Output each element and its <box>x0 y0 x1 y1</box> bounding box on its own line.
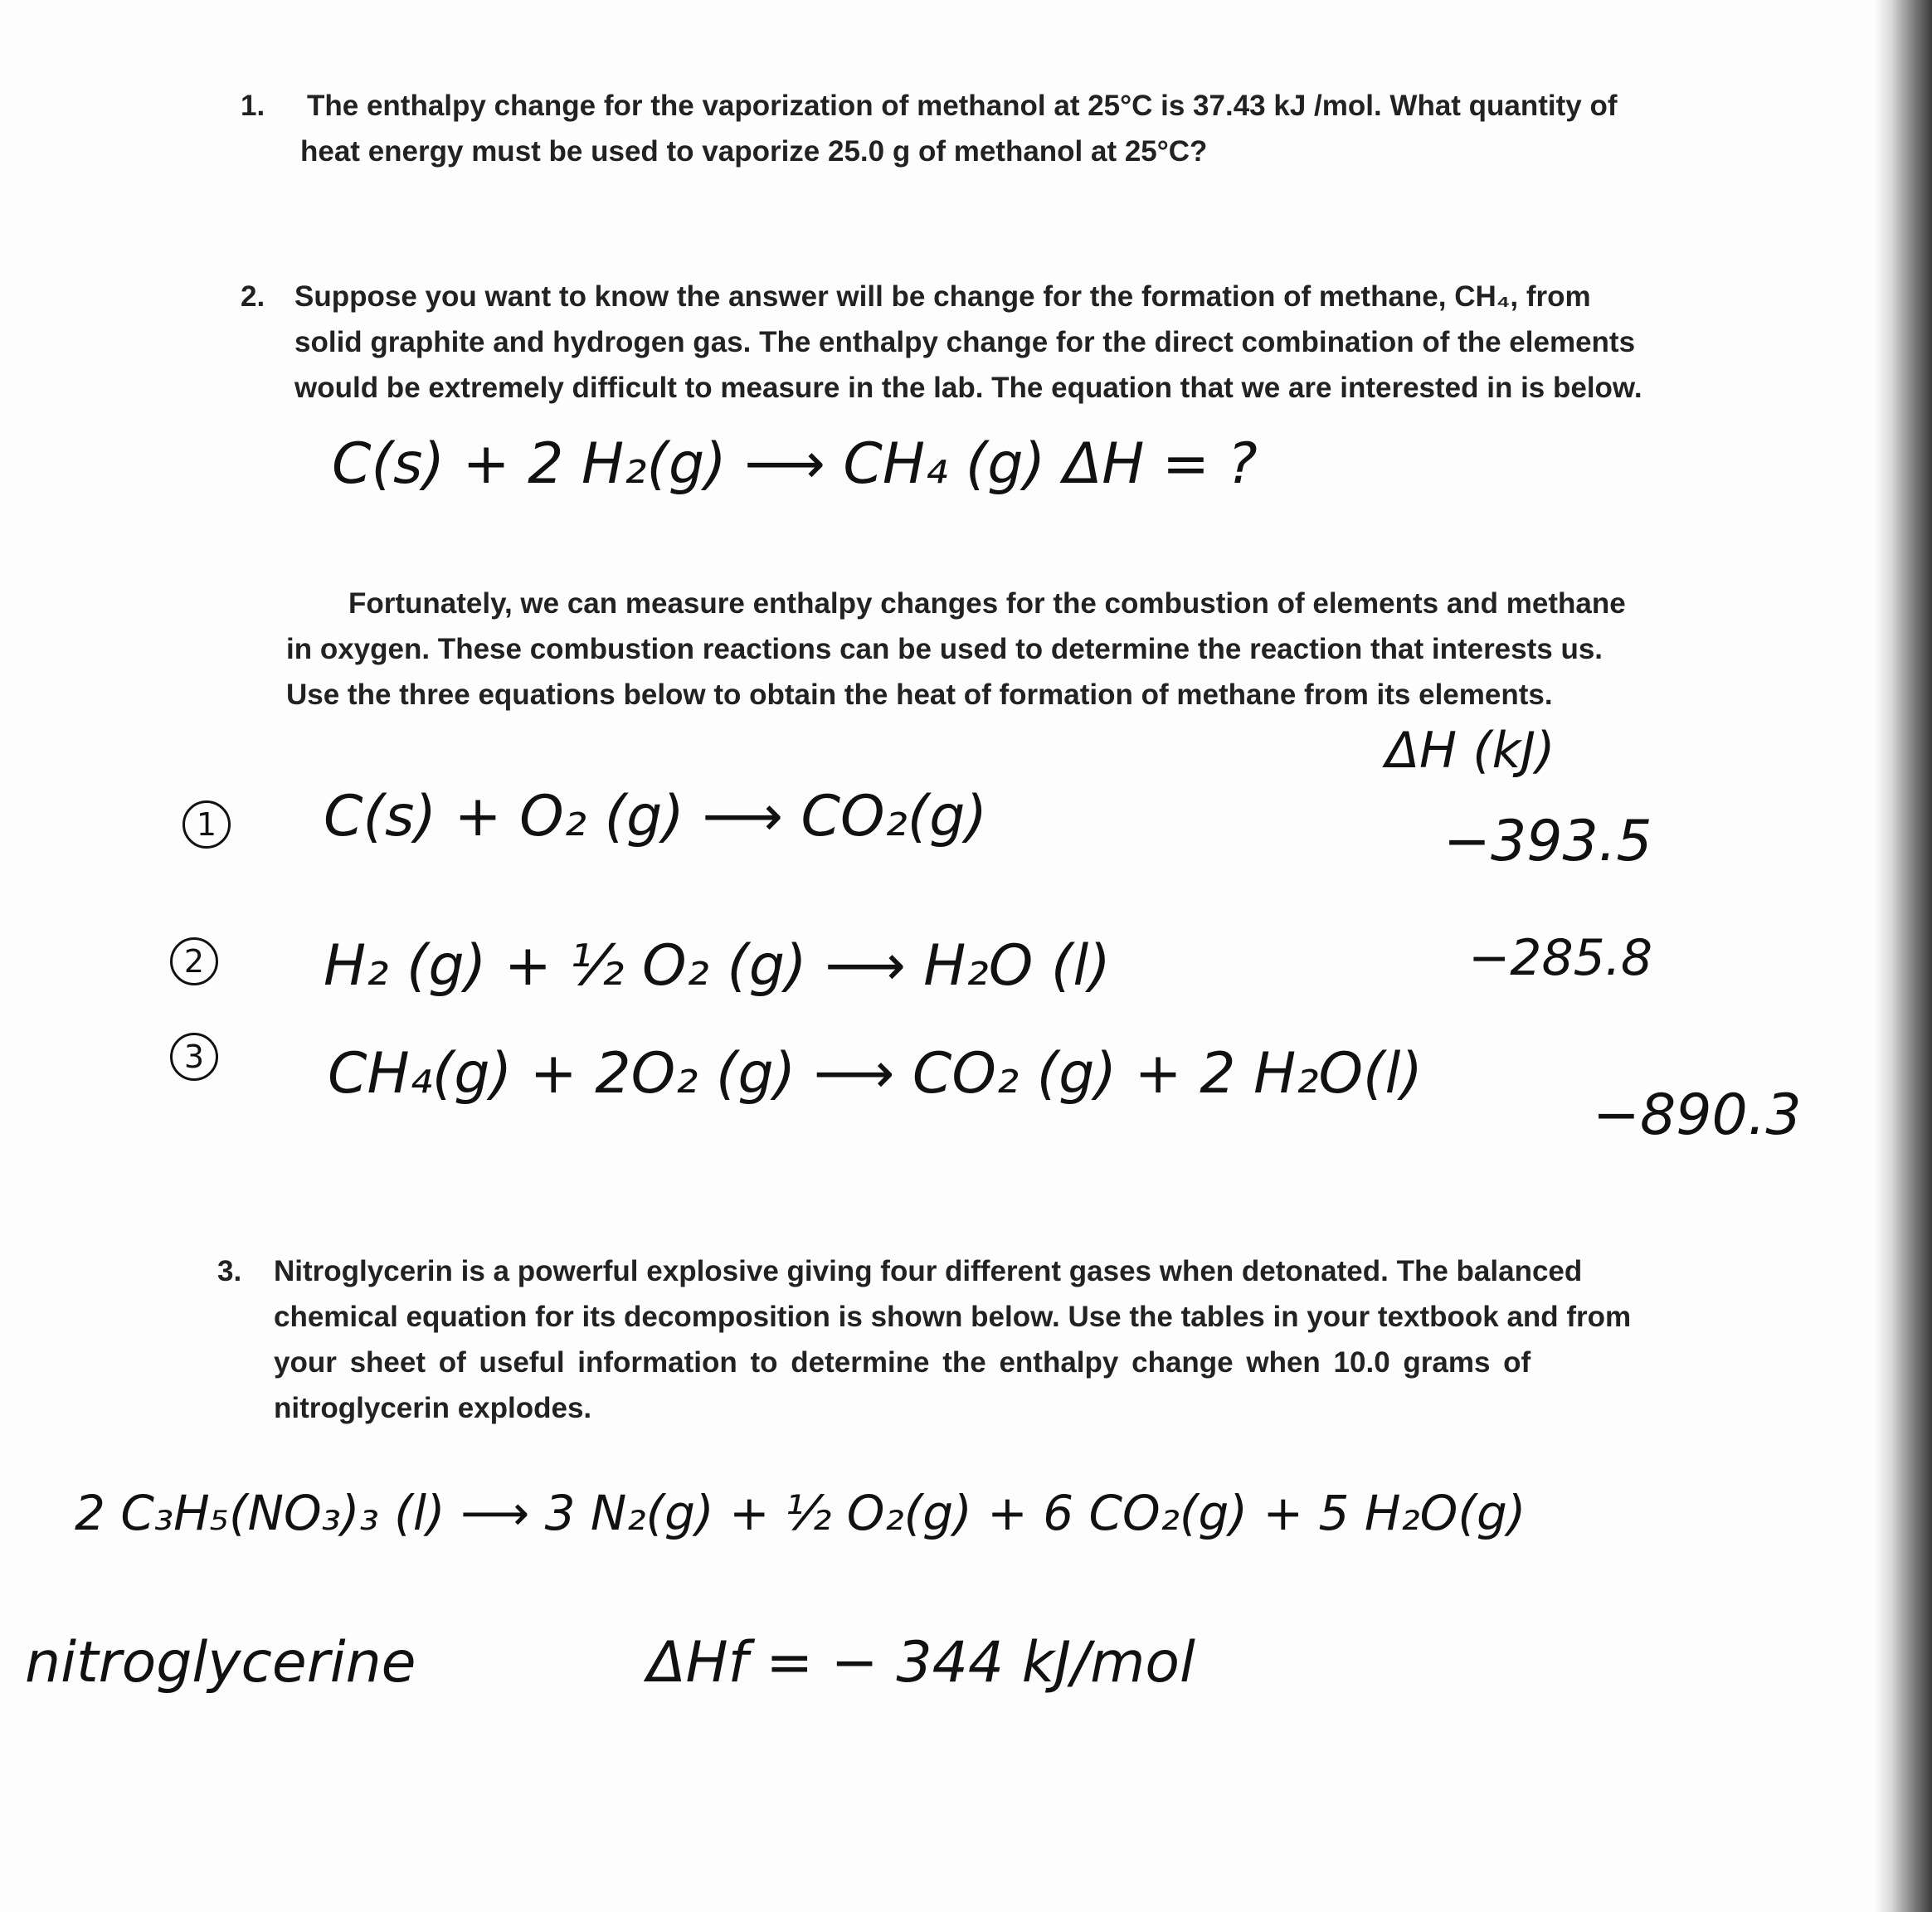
paragraph-line: Fortunately, we can measure enthalpy changes for the combustion of elements and methane <box>348 587 1626 620</box>
handwritten-compound-label: nitroglycerine <box>25 1630 416 1696</box>
question-number: 1. <box>241 90 265 122</box>
question-line: heat energy must be used to vaporize 25.0 g of methanol at 25°C? <box>300 135 1208 168</box>
reaction-equation-3: CH₄(g) + 2O₂ (g) ⟶ CO₂ (g) + 2 H₂O(l) <box>328 1041 1423 1107</box>
reaction-dh-3: −890.3 <box>1593 1082 1802 1148</box>
question-line: The enthalpy change for the vaporization of methanol at 25°C is 37.43 kJ /mol. What quantity of <box>307 90 1618 122</box>
reaction-number-2: 2 <box>170 937 218 985</box>
question-text <box>300 83 1618 174</box>
question-text <box>294 274 1642 411</box>
question-line: Nitroglycerin is a powerful explosive giving four different gases when detonated. The balanced <box>274 1255 1583 1287</box>
question-3 <box>217 1248 1702 1439</box>
question-line: your sheet of useful information to determine the enthalpy change when 10.0 grams of <box>274 1346 1531 1379</box>
dh-column-header: ΔH (kJ) <box>1385 722 1555 780</box>
paragraph-line: Use the three equations below to obtain the heat of formation of methane from its elements. <box>286 679 1553 711</box>
question-1 <box>241 83 1725 182</box>
reaction-dh-1: −393.5 <box>1443 809 1652 874</box>
question-text <box>274 1248 1631 1431</box>
handwritten-decomposition-equation: 2 C₃H₅(NO₃)₃ (l) ⟶ 3 N₂(g) + ½ O₂(g) + 6 CO₂(g) + 5 H₂O(g) <box>75 1485 1526 1541</box>
reaction-equation-2: H₂ (g) + ½ O₂ (g) ⟶ H₂O (l) <box>324 933 1111 999</box>
scan-shadow-edge <box>1874 0 1932 1912</box>
question-number: 3. <box>217 1255 242 1287</box>
reaction-number-1: 1 <box>182 800 231 849</box>
handwritten-target-equation: C(s) + 2 H₂(g) ⟶ CH₄ (g) ΔH = ? <box>332 431 1258 497</box>
handwritten-enthalpy-result: ΔHf = − 344 kJ/mol <box>647 1630 1195 1696</box>
reaction-number-3: 3 <box>170 1033 218 1081</box>
question-line: solid graphite and hydrogen gas. The enthalpy change for the direct combination of the elements <box>294 326 1636 358</box>
question-line: chemical equation for its decomposition is shown below. Use the tables in your textbook and from <box>274 1301 1632 1333</box>
question-2 <box>241 274 1725 415</box>
question-line: would be extremely difficult to measure in the lab. The equation that we are interested in is below. <box>294 372 1642 404</box>
reaction-equation-1: C(s) + O₂ (g) ⟶ CO₂(g) <box>324 784 987 849</box>
combustion-paragraph <box>286 581 1696 718</box>
reaction-dh-2: −285.8 <box>1468 929 1653 987</box>
paragraph-line: in oxygen. These combustion reactions can be used to determine the reaction that interests us. <box>286 633 1604 665</box>
question-line: Suppose you want to know the answer will be change for the formation of methane, CH₄, from <box>294 280 1591 313</box>
question-number: 2. <box>241 280 265 313</box>
question-line: nitroglycerin explodes. <box>274 1392 592 1424</box>
